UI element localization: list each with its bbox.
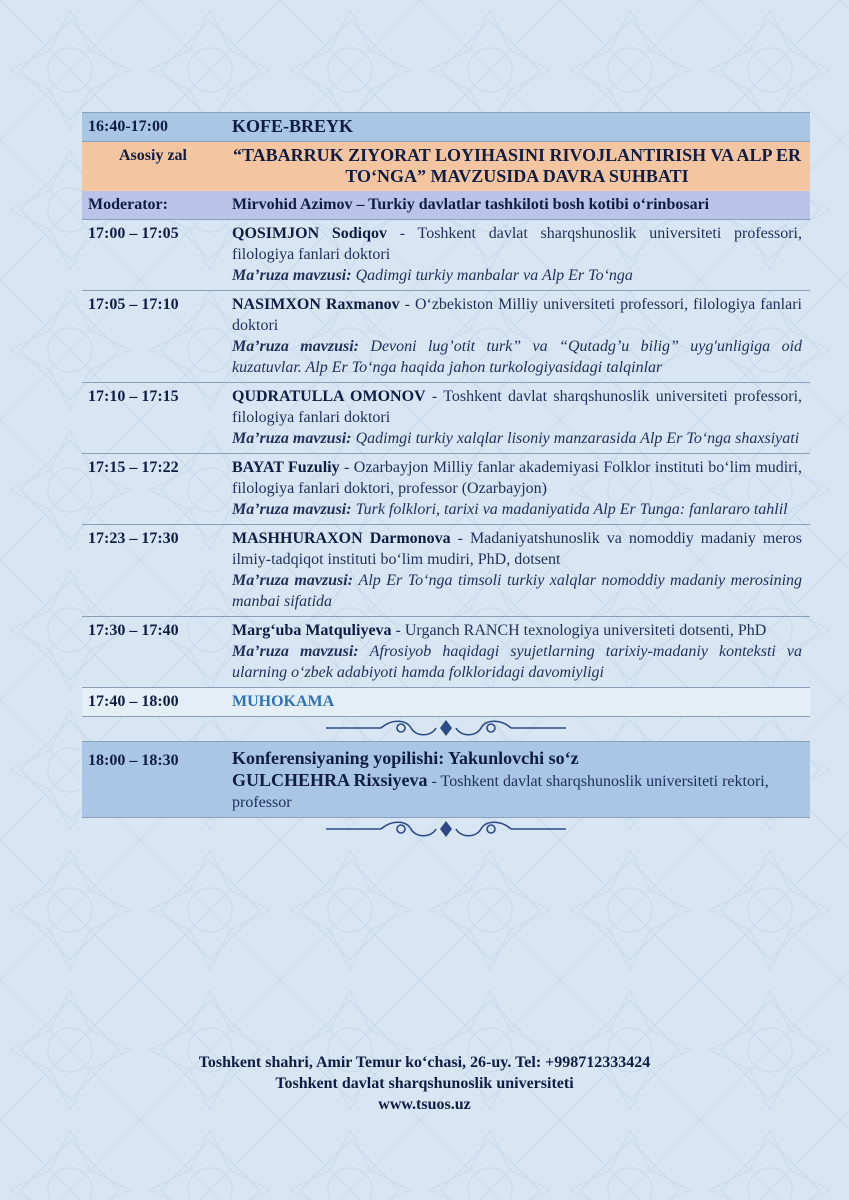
speaker-cell [226, 617, 810, 688]
divider-ornament [82, 818, 810, 842]
topic-label: Ma’ruza mavzusi: [232, 338, 359, 355]
closing-speaker-info: - Toshkent davlat sharqshunoslik universiteti rektori, professor [232, 773, 769, 811]
moderator-text: Mirvohid Azimov – Turkiy davlatlar tashkiloti bosh kotibi o‘rinbosari [226, 191, 810, 220]
topic-label: Ma’ruza mavzusi: [232, 501, 352, 518]
speaker-name: NASIMXON Raxmanov [232, 296, 400, 313]
speaker-info: - O‘zbekiston Milliy universiteti professori, filologiya fanlari doktori [232, 296, 803, 334]
speaker-info: - Urganch RANCH texnologiya universiteti dotsenti, PhD [391, 622, 767, 639]
speaker-time: 17:23 – 17:30 [82, 525, 226, 617]
topic-text: Qadimgi turkiy manbalar va Alp Er To‘nga [355, 267, 633, 284]
speaker-name: MASHHURAXON Darmonova [232, 530, 451, 547]
session-title: “TABARRUK ZIYORAT LOYIHASINI RIVOJLANTIRISH VA ALP ER TO‘NGA” MAVZUSIDA DAVRA SUHBATI [226, 142, 810, 192]
speaker-cell [226, 454, 810, 525]
speaker-row [82, 383, 810, 454]
speaker-info: - Toshkent davlat sharqshunoslik universiteti professori, filologiya fanlari doktori [232, 225, 803, 263]
speaker-info: - Madaniyatshunoslik va nomoddiy madaniy meros ilmiy-tadqiqot instituti bo‘lim mudiri, PhD, dotsent [232, 530, 803, 568]
footer-university: Toshkent davlat sharqshunoslik universiteti [275, 1075, 574, 1092]
topic-label: Ma’ruza mavzusi: [232, 430, 352, 447]
closing-time: 18:00 – 18:30 [82, 742, 226, 818]
discussion-label: MUHOKAMA [226, 688, 810, 717]
moderator-label: Moderator: [82, 191, 226, 220]
coffee-time: 16:40-17:00 [82, 113, 226, 142]
session-hall: Asosiy zal [82, 142, 226, 192]
discussion-row [82, 688, 810, 717]
topic-label: Ma’ruza mavzusi: [232, 572, 354, 589]
ornament-icon [321, 818, 571, 840]
topic-text: Alp Er To‘nga timsoli turkiy xalqlar nomoddiy madaniy merosining manbai sifatida [232, 572, 803, 610]
speaker-name: Marg‘uba Matquliyeva [232, 622, 392, 639]
speaker-row [82, 220, 810, 291]
topic-text: Afrosiyob haqidagi syujetlarning tarixiy-madaniy konteksti va ularning o‘zbek adabiyoti hamda folkloridagi davomiyligi [232, 643, 803, 681]
footer-address: Toshkent shahri, Amir Temur ko‘chasi, 26-uy. Tel: +998712333424 [198, 1054, 651, 1071]
footer-website[interactable]: www.tsuos.uz [378, 1096, 471, 1113]
session-row [82, 142, 810, 192]
closing-speaker-name: GULCHEHRA Rixsiyeva [232, 770, 428, 790]
closing-cell [226, 742, 810, 818]
closing-title-suffix: : Yakunlovchi so‘z [438, 748, 579, 768]
speaker-time: 17:05 – 17:10 [82, 291, 226, 383]
topic-label: Ma’ruza mavzusi: [232, 267, 352, 284]
speaker-name: QUDRATULLA OMONOV [232, 388, 426, 405]
speaker-cell [226, 383, 810, 454]
moderator-row [82, 191, 810, 220]
speaker-time: 17:10 – 17:15 [82, 383, 226, 454]
program-content [82, 112, 810, 842]
topic-label: Ma’ruza mavzusi: [232, 643, 359, 660]
speaker-time: 17:15 – 17:22 [82, 454, 226, 525]
speaker-row [82, 454, 810, 525]
program-table [82, 112, 810, 717]
speaker-row [82, 525, 810, 617]
closing-table [82, 741, 810, 818]
speaker-cell [226, 291, 810, 383]
divider-ornament [82, 717, 810, 741]
speaker-row [82, 617, 810, 688]
speaker-name: QOSIMJON Sodiqov [232, 225, 388, 242]
topic-text: Turk folklori, tarixi va madaniyatida Alp Er Tunga: fanlararo tahlil [355, 501, 788, 518]
discussion-time: 17:40 – 18:00 [82, 688, 226, 717]
speaker-info: - Ozarbayjon Milliy fanlar akademiyasi Folklor instituti bo‘lim mudiri, filologiya fanlari doktori, professor (Ozarbayjon) [232, 459, 803, 497]
coffee-label: KOFE-BREYK [226, 113, 810, 142]
speaker-time: 17:00 – 17:05 [82, 220, 226, 291]
speaker-cell [226, 525, 810, 617]
topic-text: Devoni lug’otit turk” va “Qutadg’u bilig” uyg'unligiga oid kuzatuvlar. Alp Er To‘nga haqida jahon turkologiyasidagi talqinlar [232, 338, 803, 376]
topic-text: Qadimgi turkiy xalqlar lisoniy manzarasida Alp Er To‘nga shaxsiyati [355, 430, 800, 447]
speaker-time: 17:30 – 17:40 [82, 617, 226, 688]
closing-title: Konferensiyaning yopilishi [232, 748, 439, 768]
speaker-cell [226, 220, 810, 291]
footer [0, 1052, 849, 1115]
speaker-info: - Toshkent davlat sharqshunoslik universiteti professori, filologiya fanlari doktori [232, 388, 803, 426]
ornament-icon [321, 717, 571, 739]
closing-row [82, 742, 810, 818]
coffee-break-row [82, 113, 810, 142]
speaker-row [82, 291, 810, 383]
speaker-name: BAYAT Fuzuliy [232, 459, 340, 476]
